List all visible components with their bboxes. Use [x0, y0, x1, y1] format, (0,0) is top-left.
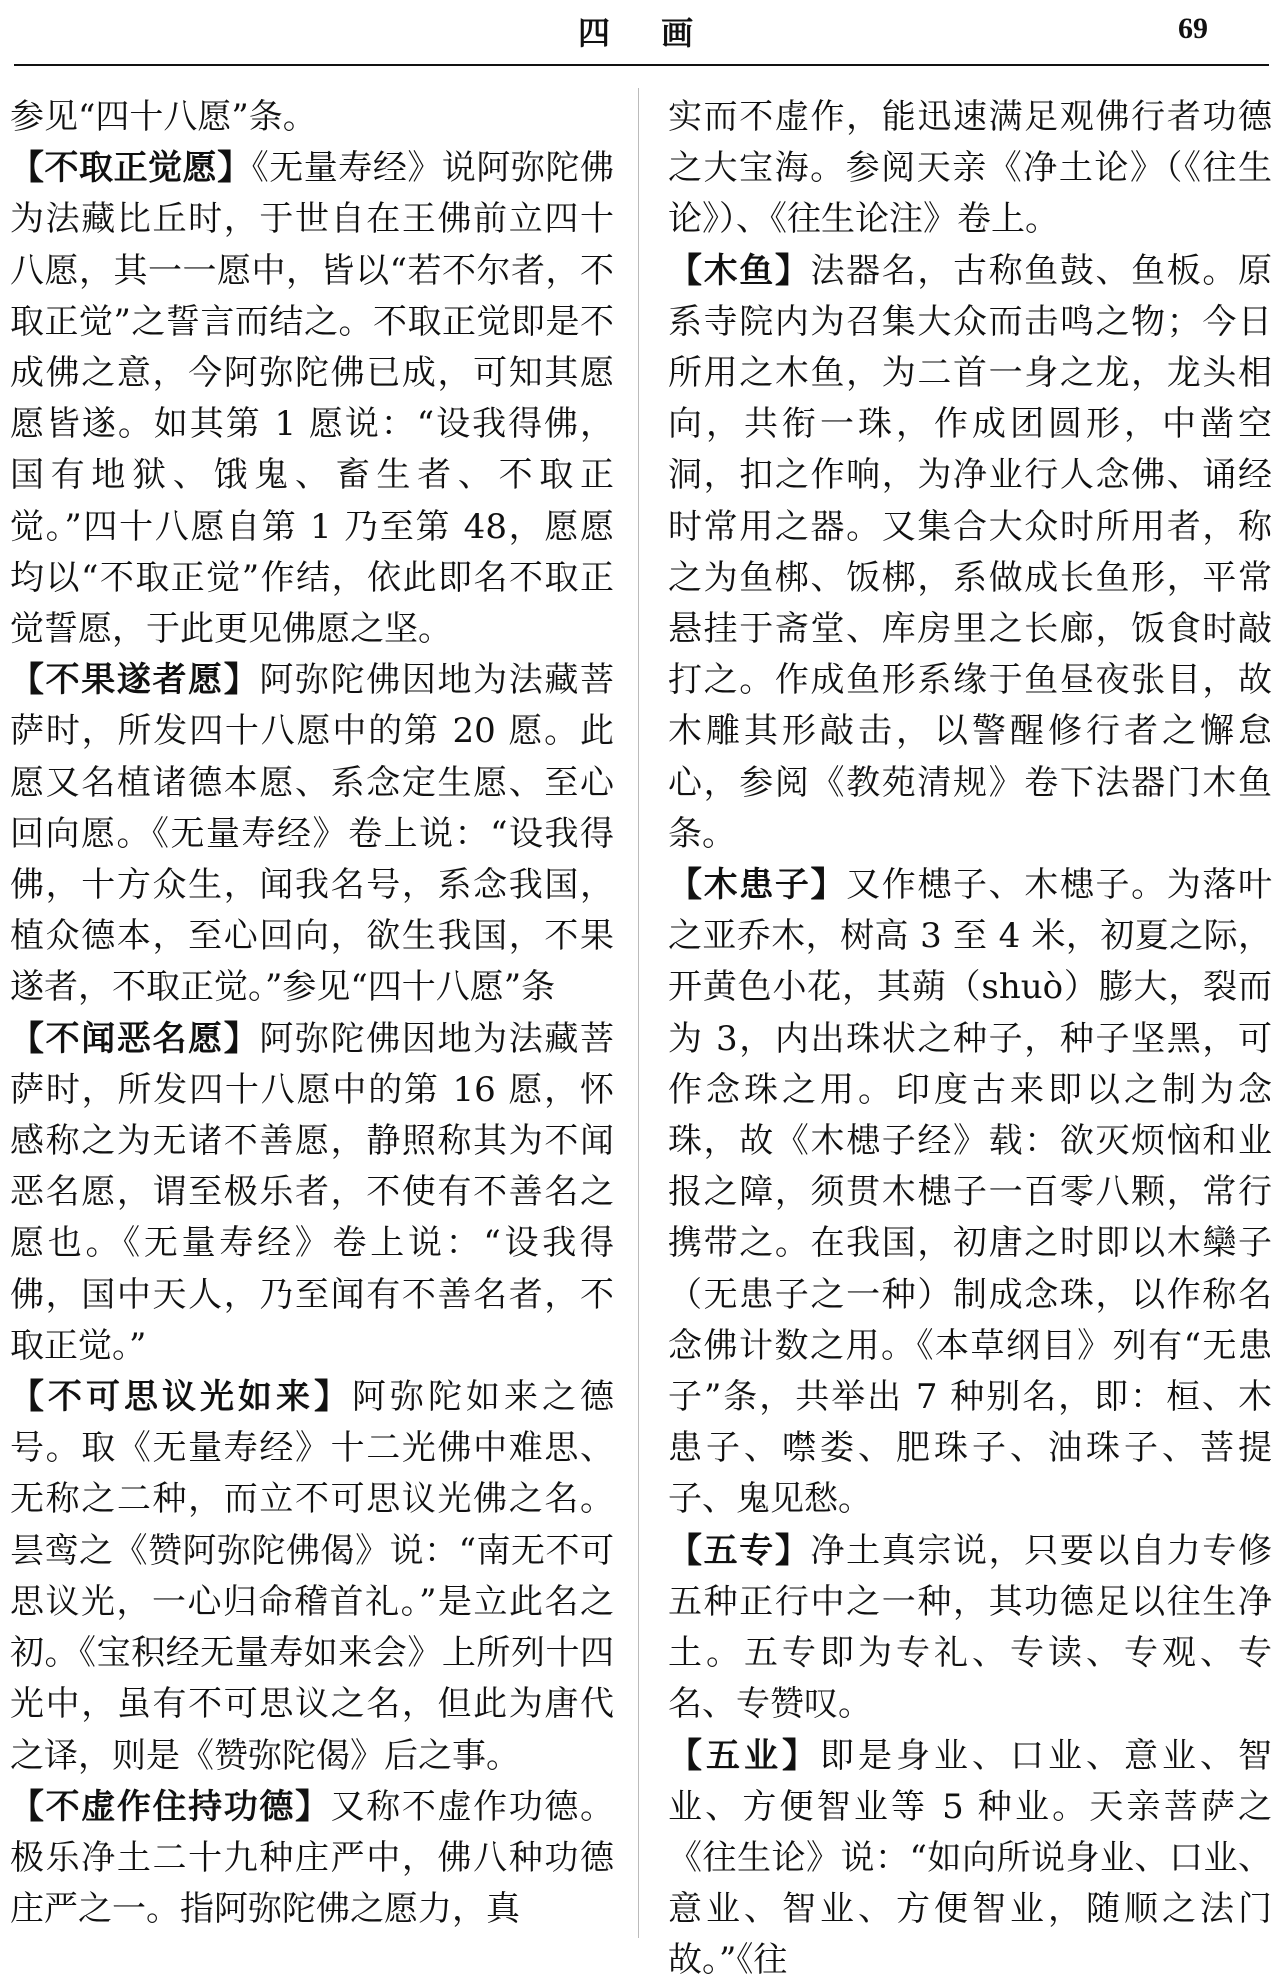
column-divider	[638, 88, 639, 1938]
entry-bu-xu-zuo-zhu-chi-gong-de	[10, 1782, 614, 1936]
page-header	[0, 0, 1279, 66]
entry-bu-guo-sui-zhe-yuan	[10, 655, 614, 1013]
entry-term: 【不果遂者愿】	[10, 660, 260, 701]
entry-text: 阿弥陀如来之德号。取《无量寿经》十二光佛中难思、无称之二种，而立不可思议光佛之名。昙鸾之《赞阿弥陀佛偈》说：“南无不可思议光，一心归命稽首礼。”是立此名之初。《宝积经无量寿如来会》上所列十四光中，虽有不可思议之名，但此为唐代之译，则是《赞弥陀偈》后之事。	[10, 1377, 614, 1776]
page-number: 69	[1178, 12, 1208, 45]
entry-text: 阿弥陀佛因地为法藏菩萨时，所发四十八愿中的第 16 愿，怀感称之为无诸不善愿，静照称其为不闻恶名愿，谓至极乐者，不使有不善名之愿也。《无量寿经》卷上说：“设我得佛，国中天人，乃至闻有不善名者，不取正觉。”	[10, 1018, 614, 1366]
entry-mu-huan-zi	[668, 860, 1272, 1526]
entry-bu-qu-zheng-jue-yuan	[10, 143, 614, 655]
header-rule	[14, 64, 1269, 66]
entry-continuation: 参见“四十八愿”条。	[10, 97, 317, 137]
entry-term: 【不可思议光如来】	[10, 1377, 352, 1418]
entry-term: 【不闻恶名愿】	[10, 1018, 260, 1059]
right-column	[668, 92, 1272, 1987]
entry-text: 法器名，古称鱼鼓、鱼板。原系寺院内为召集大众而击鸣之物；今日所用之木鱼，为二首一身之龙，龙头相向，共衔一珠，作成团圆形，中凿空洞，扣之作响，为净业行人念佛、诵经时常用之器。又集合大众时所用者，称之为鱼梆、饭梆，系做成长鱼形，平常悬挂于斋堂、库房里之长廊，饭食时敲打之。作成鱼形系缘于鱼昼夜张目，故木雕其形敲击，以警醒修行者之懈怠心，参阅《教苑清规》卷下法器门木鱼条。	[668, 250, 1272, 854]
entry-term: 【五业】	[668, 1735, 820, 1776]
entry-term: 【不取正觉愿】	[10, 148, 252, 189]
entry-bu-wen-e-ming-yuan	[10, 1014, 614, 1372]
entry-mu-yu	[668, 246, 1272, 860]
entry-text: 阿弥陀佛因地为法藏菩萨时，所发四十八愿中的第 20 愿。此愿又名植诸德本愿、系念定生愿、至心回向愿。《无量寿经》卷上说：“设我得佛，十方众生，闻我名号，系念我国，植众德本，至心回向，欲生我国，不果遂者，不取正觉。”参见“四十八愿”条	[10, 660, 614, 1008]
entry-text: 《无量寿经》说阿弥陀佛为法藏比丘时，于世自在王佛前立四十八愿，其一一愿中，皆以“若不尔者，不取正觉”之誓言而结之。不取正觉即是不成佛之意，今阿弥陀佛已成，可知其愿愿皆遂。如其第 1 愿说：“设我得佛，国有地狱、饿鬼、畜生者、不取正觉。”四十八愿自第 1 乃至第 48，愿愿均以“不取正觉”作结，依此即名不取正觉誓愿，于此更见佛愿之坚。	[10, 148, 615, 650]
entry-bu-ke-si-yi-guang-ru-lai	[10, 1372, 614, 1782]
entry-wu-ye	[668, 1731, 1272, 1987]
entry-term: 【木鱼】	[668, 250, 811, 291]
entry-term: 【五专】	[668, 1530, 811, 1571]
left-column	[10, 92, 614, 1935]
entry-text: 即是身业、口业、意业、智业、方便智业等 5 种业。天亲菩萨之《往生论》说：“如向所说身业、口业、意业、智业、方便智业，随顺之法门故。”《往	[668, 1735, 1272, 1981]
entry-text: 净土真宗说，只要以自力专修五种正行中之一种，其功德足以往生净土。五专即为专礼、专读、专观、专名、专赞叹。	[668, 1530, 1272, 1725]
entry-term: 【不虚作住持功德】	[10, 1786, 331, 1827]
entry-term: 【木患子】	[668, 865, 847, 906]
entry-wu-zhuan	[668, 1526, 1272, 1731]
section-title: 四 画	[578, 14, 714, 52]
entry-text: 又称不虚作功德。极乐净土二十九种庄严中，佛八种功德庄严之一。指阿弥陀佛之愿力，真	[10, 1786, 614, 1930]
entry-continuation: 实而不虚作，能迅速满足观佛行者功德之大宝海。参阅天亲《净土论》（《往生论》）、《往生论注》卷上。	[668, 97, 1272, 240]
entry-text: 又作槵子、木槵子。为落叶之亚乔木，树高 3 至 4 米，初夏之际，开黄色小花，其蒴（shuò）膨大，裂而为 3，内出珠状之种子，种子坚黑，可作念珠之用。印度古来即以之制为念珠，故《木槵子经》载：欲灭烦恼和业报之障，须贯木槵子一百零八颗，常行携带之。在我国，初唐之时即以木欒子（无患子之一种）制成念珠，以作称名念佛计数之用。《本草纲目》列有“无患子”条，共举出 7 种别名，即：桓、木患子、噤娄、肥珠子、油珠子、菩提子、鬼见愁。	[668, 865, 1272, 1520]
